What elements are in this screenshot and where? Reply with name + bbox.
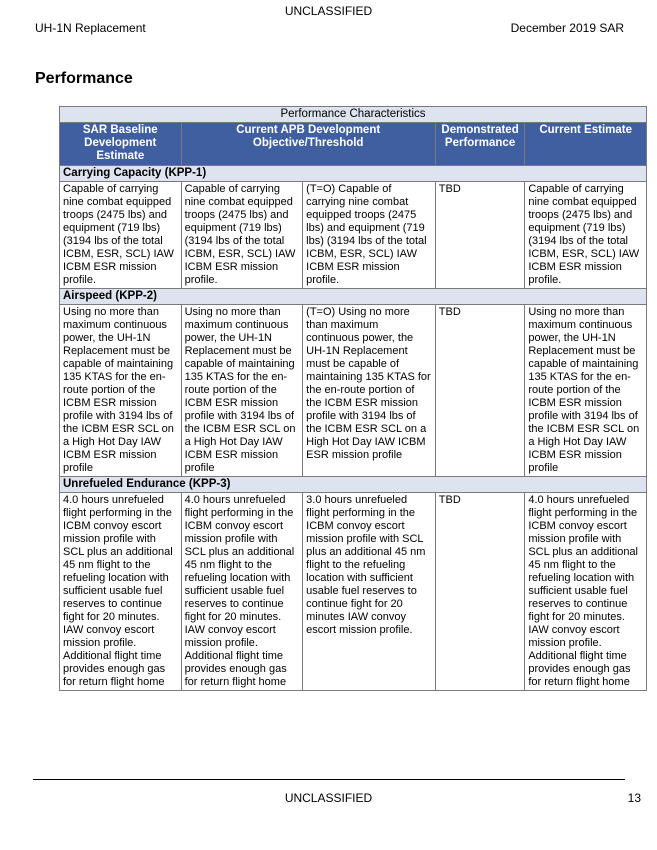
column-header-sar-baseline: SAR Baseline Development Estimate — [60, 123, 182, 166]
table-cell: 4.0 hours unrefueled flight performing in the ICBM convoy escort mission profile with SCL plus an additional 45 nm flight to the refueling location with sufficient usable fuel reserves to continue fight for 20 minutes. IAW convoy escort mission profile. Additional flight time provides enough gas for return flight home — [525, 493, 647, 691]
table-cell: 4.0 hours unrefueled flight performing in the ICBM convoy escort mission profile with SCL plus an additional 45 nm flight to the refueling location with sufficient usable fuel reserves to continue fight for 20 minutes. IAW convoy escort mission profile. Additional flight time provides enough gas for return flight home — [60, 493, 182, 691]
table-caption-row — [60, 107, 647, 123]
table-cell: TBD — [435, 305, 525, 477]
header-program-name: UH-1N Replacement — [35, 21, 146, 35]
footer-classification: UNCLASSIFIED — [284, 791, 373, 805]
header-report-date: December 2019 SAR — [510, 21, 624, 35]
column-header-demonstrated: Demonstrated Performance — [435, 123, 525, 166]
table-cell: Using no more than maximum continuous power, the UH-1N Replacement must be capable of maintaining 135 KTAS for the en-route portion of the ICBM ESR mission profile with 3194 lbs of the ICBM ESR SCL on a High Hot Day IAW ICBM ESR mission profile — [181, 305, 303, 477]
section-row — [60, 477, 647, 493]
table-cell: (T=O) Using no more than maximum continuous power, the UH-1N Replacement must be capable of maintaining 135 KTAS for the en-route portion of the ICBM ESR mission profile with 3194 lbs of the ICBM ESR SCL on a High Hot Day IAW ICBM ESR mission profile — [303, 305, 436, 477]
table-cell: Capable of carrying nine combat equipped troops (2475 lbs) and equipment (719 lbs) (3194 lbs of the total ICBM, ESR, SCL) IAW ICBM ESR mission profile. — [181, 182, 303, 289]
table-cell: Capable of carrying nine combat equipped troops (2475 lbs) and equipment (719 lbs) (3194 lbs of the total ICBM, ESR, SCL) IAW ICBM ESR mission profile. — [525, 182, 647, 289]
table-cell: Capable of carrying nine combat equipped troops (2475 lbs) and equipment (719 lbs) (3194 lbs of the total ICBM, ESR, SCL) IAW ICBM ESR mission profile. — [60, 182, 182, 289]
section-title: Performance — [35, 70, 133, 87]
header-classification: UNCLASSIFIED — [284, 4, 373, 18]
section-title-carrying-capacity: Carrying Capacity (KPP-1) — [60, 166, 647, 182]
table-row — [60, 182, 647, 289]
table-cell: 4.0 hours unrefueled flight performing in the ICBM convoy escort mission profile with SCL plus an additional 45 nm flight to the refueling location with sufficient usable fuel reserves to continue fight for 20 minutes. IAW convoy escort mission profile. Additional flight time provides enough gas for return flight home — [181, 493, 303, 691]
column-header-current-estimate: Current Estimate — [525, 123, 647, 166]
column-header-current-apb: Current APB Development Objective/Threshold — [181, 123, 435, 166]
section-row — [60, 166, 647, 182]
table-cell: Using no more than maximum continuous power, the UH-1N Replacement must be capable of maintaining 135 KTAS for the en-route portion of the ICBM ESR mission profile with 3194 lbs of the ICBM ESR SCL on a High Hot Day IAW ICBM ESR mission profile — [60, 305, 182, 477]
table-caption: Performance Characteristics — [60, 107, 647, 123]
table-cell: 3.0 hours unrefueled flight performing in the ICBM convoy escort mission profile with SCL plus an additional 45 nm flight to the refueling location with sufficient usable fuel reserves to continue fight for 20 minutes IAW convoy escort mission profile. — [303, 493, 436, 691]
table-header-row — [60, 123, 647, 166]
performance-table — [59, 106, 647, 691]
section-row — [60, 289, 647, 305]
table-cell: (T=O) Capable of carrying nine combat equipped troops (2475 lbs) and equipment (719 lbs) (3194 lbs of the total ICBM, ESR, SCL) IAW ICBM ESR mission profile. — [303, 182, 436, 289]
section-title-unrefueled-endurance: Unrefueled Endurance (KPP-3) — [60, 477, 647, 493]
section-title-airspeed: Airspeed (KPP-2) — [60, 289, 647, 305]
page-number: 13 — [627, 791, 641, 805]
table-row — [60, 493, 647, 691]
table-cell: Using no more than maximum continuous power, the UH-1N Replacement must be capable of maintaining 135 KTAS for the en-route portion of the ICBM ESR mission profile with 3194 lbs of the ICBM ESR SCL on a High Hot Day IAW ICBM ESR mission profile — [525, 305, 647, 477]
footer-divider — [33, 779, 625, 780]
table-cell: TBD — [435, 493, 525, 691]
table-cell: TBD — [435, 182, 525, 289]
table-row — [60, 305, 647, 477]
